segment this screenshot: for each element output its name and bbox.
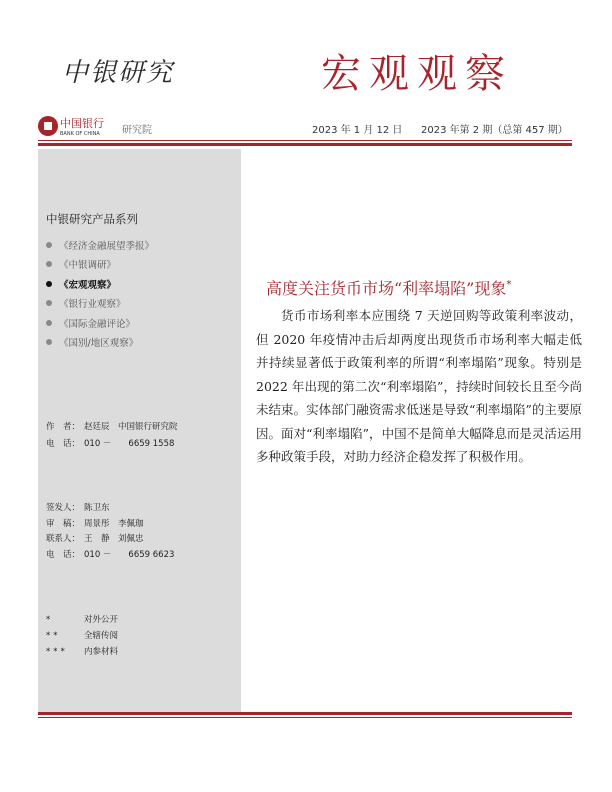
legend-text: 全辖传阅 xyxy=(84,631,119,641)
publication-title: 宏观观察 xyxy=(321,51,513,97)
article-title-mark: * xyxy=(506,279,512,291)
legend-text: 对外公开 xyxy=(84,615,119,625)
article-title xyxy=(266,276,511,299)
reviewer-value: 周景彤 李佩珈 xyxy=(84,519,144,529)
bank-name: 中国银行 xyxy=(60,117,104,130)
legend-text: 内参材料 xyxy=(84,647,119,657)
header-divider-thin xyxy=(38,140,572,141)
bullet-icon xyxy=(46,339,52,345)
publication-date: 2023 年 1 月 12 日 xyxy=(312,125,403,136)
series-item-active[interactable]: 《宏观观察》 xyxy=(46,274,154,294)
contact-value: 王 静 刘佩忠 xyxy=(84,534,144,544)
legend-stars: ** xyxy=(46,631,61,641)
legend-stars: * xyxy=(46,615,54,625)
series-list xyxy=(46,235,154,352)
series-item[interactable]: 《国际金融评论》 xyxy=(46,313,154,333)
legend-item xyxy=(46,613,118,625)
article-body: 货币市场利率本应围绕 7 天逆回购等政策利率波动，但 2020 年疫情冲击后却两度出现货币市场利率大幅走低并持续显著低于政策利率的所谓“利率塌陷”现象。特别是 2022 年出现的第二次“利率塌陷”，持续时间较长且至今尚未结束。实体部门融资需求低迷是导致“利率塌陷”的主要原因。面对“利率塌陷”，中国不是简单大幅降息而是灵活运用多种政策手段，对助力经济企稳发挥了积极作用。 xyxy=(256,308,582,464)
legend-item xyxy=(46,629,118,641)
bank-name-en: BANK OF CHINA xyxy=(60,131,100,137)
series-item[interactable]: 《银行业观察》 xyxy=(46,294,154,314)
bullet-icon xyxy=(46,242,52,248)
signer-line xyxy=(46,501,110,513)
phone-value: 010 － 6659 6623 xyxy=(84,550,175,560)
contact-label: 联系人： xyxy=(46,534,81,544)
issue-number: 2023 年第 2 期（总第 457 期） xyxy=(421,125,568,136)
contact-line xyxy=(46,532,144,544)
legend-stars: *** xyxy=(46,647,68,657)
phone-label: 电 话： xyxy=(46,439,81,449)
author-line xyxy=(46,420,178,432)
series-title: 中银研究产品系列 xyxy=(46,212,138,226)
bullet-icon xyxy=(46,300,52,306)
bank-logo-icon xyxy=(38,116,58,136)
series-item[interactable]: 《中银调研》 xyxy=(46,255,154,275)
bullet-icon xyxy=(46,261,52,267)
article-title-text: 高度关注货币市场“利率塌陷”现象 xyxy=(266,279,507,298)
header-divider-thick xyxy=(38,143,572,146)
brand-logo-script: 中银研究 xyxy=(62,58,175,88)
reviewer-line xyxy=(46,517,144,529)
signer-value: 陈卫东 xyxy=(84,503,110,513)
bullet-icon xyxy=(46,281,52,287)
institute-name: 研究院 xyxy=(122,125,152,136)
signer-label: 签发人： xyxy=(46,503,81,513)
legend-item xyxy=(46,645,118,657)
footer-divider-thin xyxy=(38,717,572,718)
bullet-icon xyxy=(46,320,52,326)
reviewer-label: 审 稿： xyxy=(46,519,81,529)
series-item[interactable]: 《国别/地区观察》 xyxy=(46,333,154,353)
phone-label: 电 话： xyxy=(46,550,81,560)
author-label: 作 者： xyxy=(46,422,81,432)
author-value: 赵廷辰 中国银行研究院 xyxy=(84,422,178,432)
author-phone-line xyxy=(46,437,174,449)
series-item[interactable]: 《经济金融展望季报》 xyxy=(46,235,154,255)
phone-value: 010 － 6659 1558 xyxy=(84,439,175,449)
footer-divider-thick xyxy=(38,712,572,715)
contact-phone-line xyxy=(46,548,174,560)
